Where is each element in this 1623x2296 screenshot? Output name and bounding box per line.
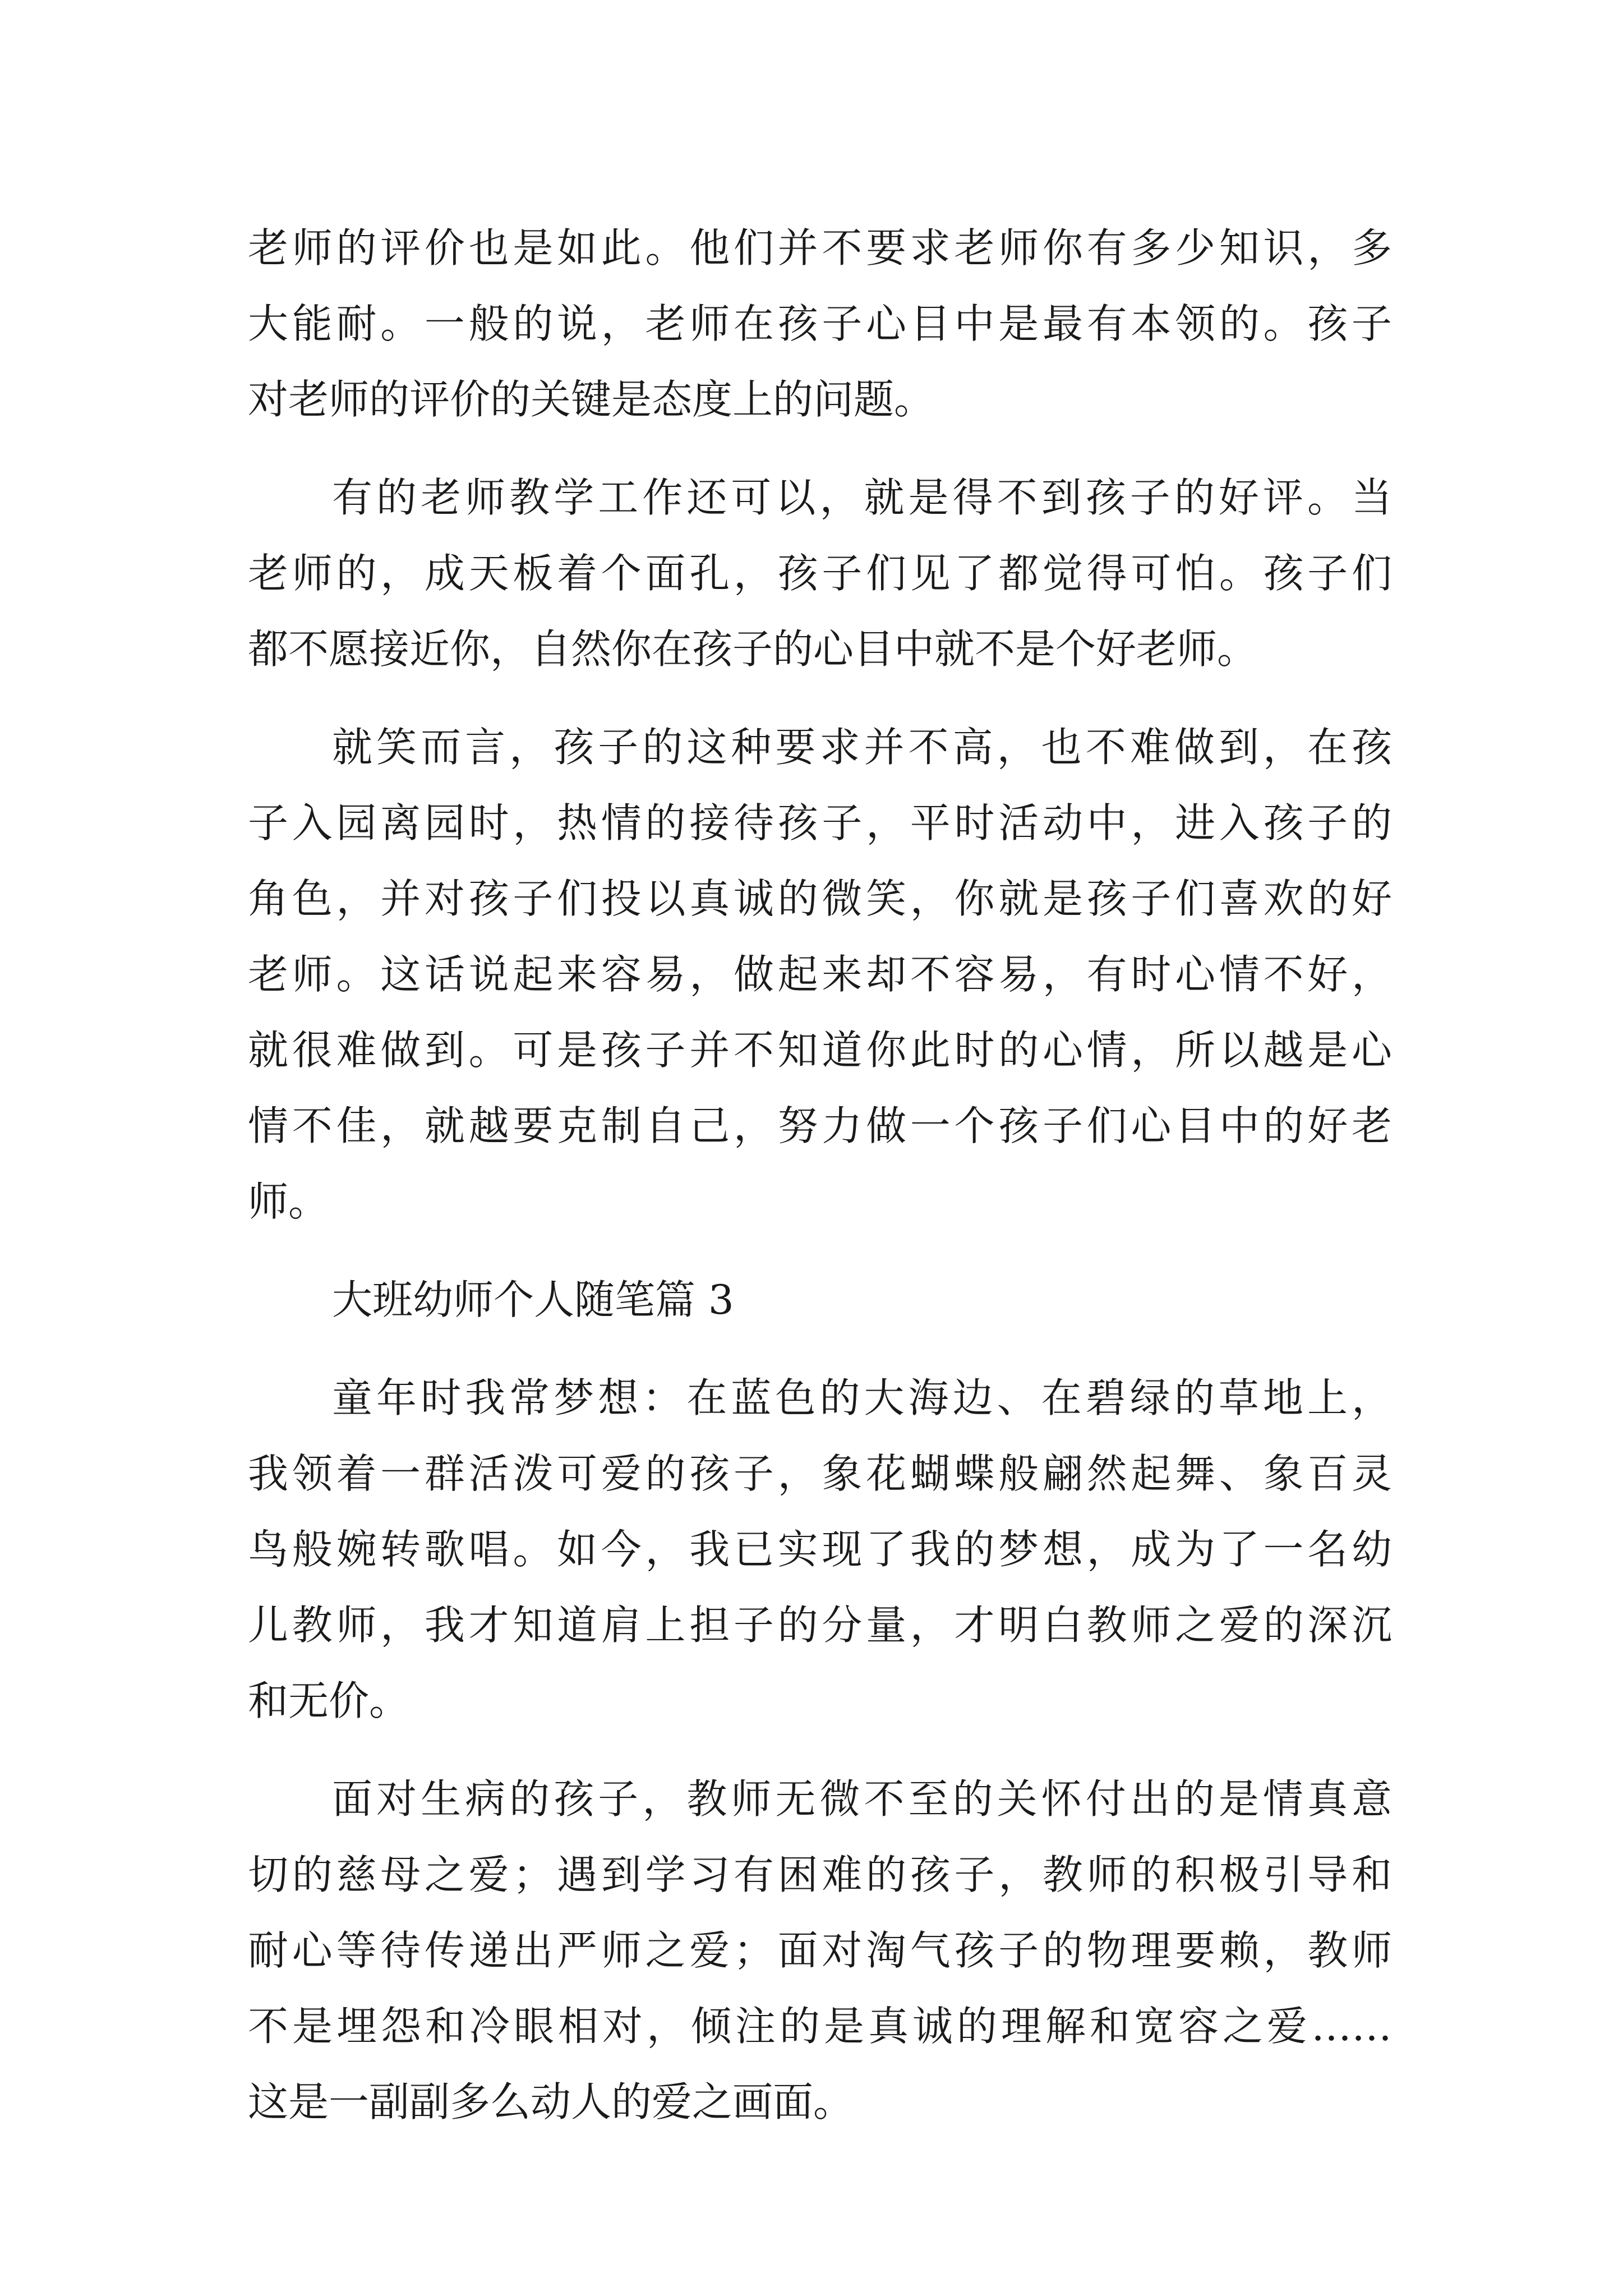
paragraph: [248, 210, 1392, 438]
paragraph: [248, 1761, 1392, 2140]
text-line: 耐心等待传递出严师之爱；面对淘气孩子的物理要赖，教师: [248, 1927, 1392, 1974]
text-line: 子入园离园时，热情的接待孩子，平时活动中，进入孩子的: [248, 799, 1392, 846]
text-line: 切的慈母之爱；遇到学习有困难的孩子，教师的积极引导和: [248, 1851, 1392, 1898]
text-line: 对老师的评价的关键是态度上的问题。: [248, 376, 935, 423]
paragraph: [248, 1360, 1392, 1739]
text-line: 就很难做到。可是孩子并不知道你此时的心情，所以越是心: [248, 1027, 1392, 1074]
text-line: 老师的评价也是如此。他们并不要求老师你有多少知识，多: [248, 224, 1392, 272]
paragraph: [248, 710, 1392, 1240]
text-line: 鸟般婉转歌唱。如今，我已实现了我的梦想，成为了一名幼: [248, 1526, 1392, 1573]
paragraph: [248, 460, 1392, 687]
text-line: 儿教师，我才知道肩上担子的分量，才明白教师之爱的深沉: [248, 1602, 1392, 1649]
section-heading: [248, 1262, 1392, 1338]
text-line: 都不愿接近你，自然你在孩子的心目中就不是个好老师。: [248, 625, 1258, 673]
text-line: 这是一副副多么动人的爱之画面。: [248, 2078, 854, 2125]
text-line: 面对生病的孩子，教师无微不至的关怀付出的是情真意: [332, 1775, 1392, 1823]
text-line: 师。: [248, 1178, 329, 1225]
text-line: 情不佳，就越要克制自己，努力做一个孩子们心目中的好老: [248, 1102, 1392, 1149]
text-line: 我领着一群活泼可爱的孩子，象花蝴蝶般翩然起舞、象百灵: [248, 1450, 1392, 1497]
text-line: 和无价。: [248, 1677, 410, 1724]
text-line: 就笑而言，孩子的这种要求并不高，也不难做到，在孩: [332, 724, 1392, 771]
text-line: 有的老师教学工作还可以，就是得不到孩子的好评。当: [332, 474, 1392, 521]
text-line: 童年时我常梦想：在蓝色的大海边、在碧绿的草地上，: [332, 1374, 1392, 1421]
text-line: 不是埋怨和冷眼相对，倾注的是真诚的理解和宽容之爱……: [248, 2003, 1392, 2050]
body-text: [248, 210, 1392, 2140]
text-line: 大能耐。一般的说，老师在孩子心目中是最有本领的。孩子: [248, 300, 1392, 347]
text-line: 老师。这话说起来容易，做起来却不容易，有时心情不好，: [248, 951, 1392, 998]
text-line: 老师的，成天板着个面孔，孩子们见了都觉得可怕。孩子们: [248, 550, 1392, 597]
text-line: 角色，并对孩子们投以真诚的微笑，你就是孩子们喜欢的好: [248, 875, 1392, 922]
section-title: 大班幼师个人随笔篇 3: [332, 1276, 734, 1323]
